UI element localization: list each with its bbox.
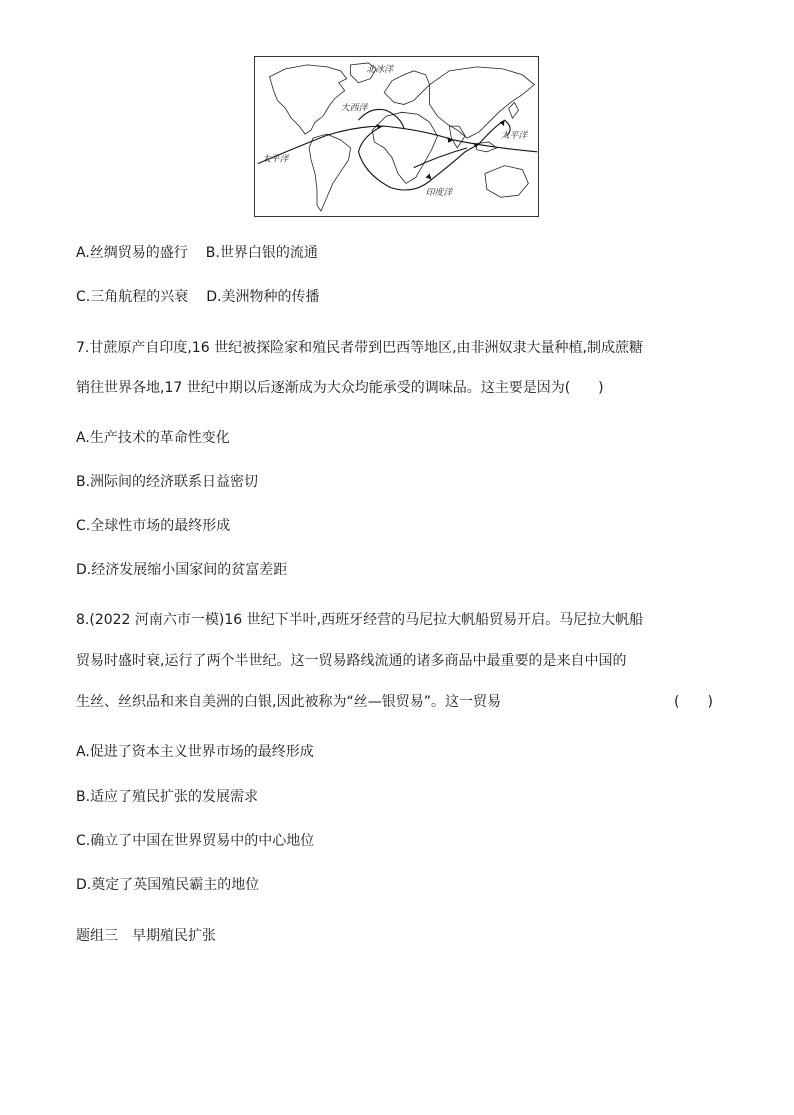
q6-options-row-2 — [76, 287, 319, 307]
q6-option-c[interactable]: C.三角航程的兴衰 — [76, 289, 189, 305]
q8-stem-line-2: 贸易时盛时衰,运行了两个半世纪。这一贸易路线流通的诸多商品中最重要的是来自中国的 — [76, 653, 627, 669]
q7-option-c[interactable]: C.全球性市场的最终形成 — [76, 518, 231, 534]
europe-outline — [384, 71, 429, 105]
q6-options-row-1 — [76, 243, 318, 263]
africa-outline — [372, 112, 437, 183]
section-title: 题组三 早期殖民扩张 — [76, 928, 216, 944]
continent-outlines — [270, 63, 535, 211]
south-america-outline — [309, 134, 350, 211]
q6-option-a[interactable]: A.丝绸贸易的盛行 — [76, 245, 188, 261]
route-indian-ocean-2 — [414, 148, 467, 168]
label-arctic: 北冰洋 — [366, 64, 394, 75]
asia-outline — [430, 67, 535, 138]
arrow-head-icon — [447, 137, 453, 143]
q7-option-a[interactable]: A.生产技术的革命性变化 — [76, 430, 230, 446]
label-atlantic: 大西洋 — [340, 103, 368, 114]
label-pacific-east: 太平洋 — [500, 130, 528, 141]
q8-stem-line-1: 8.(2022 河南六市一模)16 世纪下半叶,西班牙经营的马尼拉大帆船贸易开启。马尼拉大帆船 — [76, 612, 644, 628]
north-america-outline — [270, 65, 347, 134]
world-trade-route-map — [254, 56, 539, 217]
label-indian: 印度洋 — [425, 188, 453, 199]
japan-outline — [509, 102, 519, 118]
arrow-head-icon — [426, 174, 432, 180]
australia-outline — [485, 166, 528, 198]
label-pacific-west: 太平洋 — [261, 154, 289, 165]
map-svg — [255, 57, 538, 216]
route-arrows — [376, 120, 504, 179]
q8-answer-blank[interactable]: ( ) — [674, 694, 713, 710]
q6-option-b[interactable]: B.世界白银的流通 — [205, 245, 318, 261]
q8-stem-line-3: 生丝、丝织品和来自美洲的白银,因此被称为“丝—银贸易”。这一贸易 — [76, 694, 501, 710]
route-atlantic-loop — [358, 126, 431, 190]
q8-option-c[interactable]: C.确立了中国在世界贸易中的中心地位 — [76, 833, 315, 849]
india-outline — [449, 126, 465, 148]
q7-option-d[interactable]: D.经济发展缩小国家间的贫富差距 — [76, 562, 288, 578]
q7-stem-line-2: 销往世界各地,17 世纪中期以后逐渐成为大众均能承受的调味品。这主要是因为( ) — [76, 380, 604, 396]
route-pacific-galleon — [258, 126, 537, 164]
route-indian-ocean-1 — [432, 144, 479, 180]
q8-option-d[interactable]: D.奠定了英国殖民霸主的地位 — [76, 877, 260, 893]
q6-option-d[interactable]: D.美洲物种的传播 — [206, 289, 320, 305]
q7-option-b[interactable]: B.洲际间的经济联系日益密切 — [76, 474, 259, 490]
q8-option-b[interactable]: B.适应了殖民扩张的发展需求 — [76, 789, 259, 805]
q8-option-a[interactable]: A.促进了资本主义世界市场的最终形成 — [76, 744, 314, 760]
trade-routes — [258, 109, 537, 190]
q7-stem-line-1: 7.甘蔗原产自印度,16 世纪被探险家和殖民者带到巴西等地区,由非洲奴隶大量种植,制成蔗糖 — [76, 340, 643, 356]
